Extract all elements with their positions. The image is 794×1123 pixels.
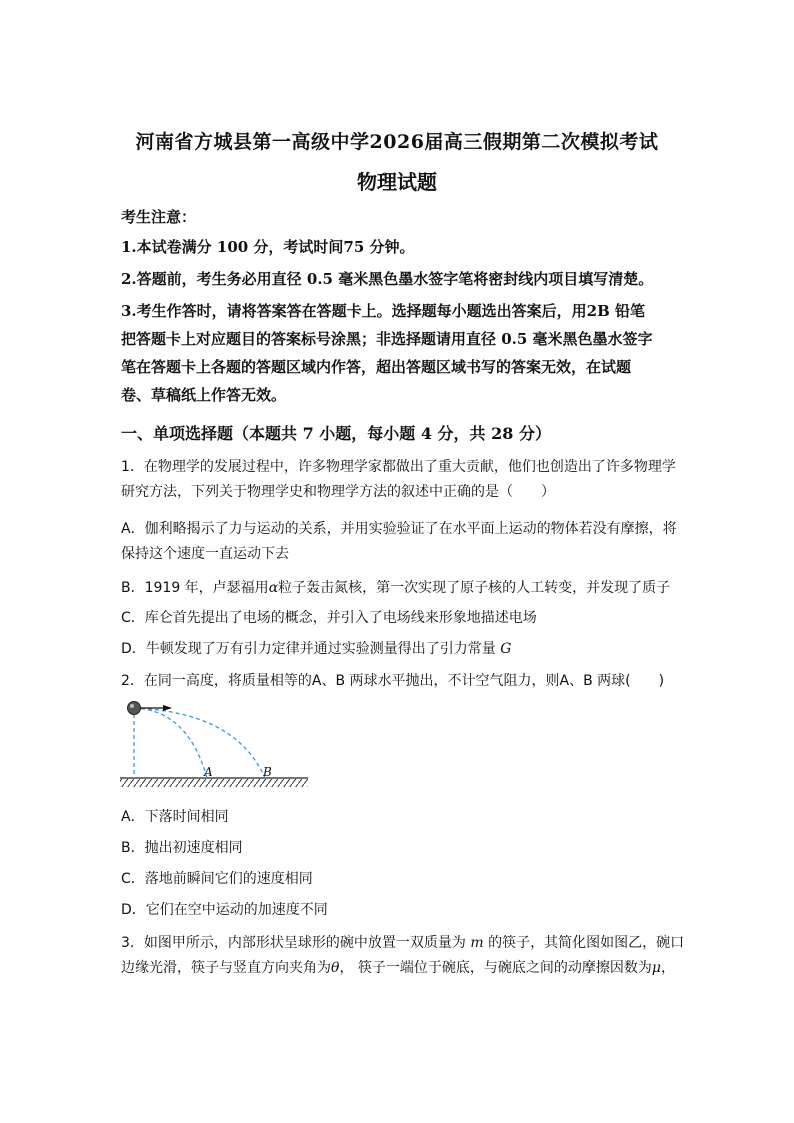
notice-item-3: 3.考生作答时，请将答案答在答题卡上。选择题每小题选出答案后，用2B 铅笔 [121,302,645,320]
mu-symbol: μ [651,960,661,976]
ground-hatching [120,779,308,787]
notice-item-3-cont-2: 笔在答题卡上各题的答题区域内作答，超出答题区域书写的答案无效，在试题 [121,358,632,376]
q2-stem: 2．在同一高度，将质量相等的A、B 两球水平抛出，不计空气阻力，则A、B 两球( ) [121,673,665,689]
theta-symbol: θ [331,960,340,976]
exam-subtitle: 物理试题 [357,170,437,194]
gravitational-constant-symbol: G [500,641,512,657]
q1-option-a-line-1: A．伽利略揭示了力与运动的关系，并用实验验证了在水平面上运动的物体若没有摩擦，将 [121,521,677,537]
projectile-figure [118,696,318,792]
alpha-symbol: α [268,580,279,596]
notice-item-3-cont-1: 把答题卡上对应题目的答案标号涂黑；非选择题请用直径 0.5 毫米黑色墨水签字 [121,330,653,348]
q3-stem-line-1: 3．如图甲所示，内部形状呈球形的碗中放置一双质量为 m 的筷子，其简化图如图乙，碗口 [121,935,685,951]
landing-label-a: A [204,765,213,779]
q2-option-b: B．抛出初速度相同 [121,840,243,856]
exam-title: 河南省方城县第一高级中学2026届高三假期第二次模拟考试 [135,131,659,153]
notice-heading: 考生注意： [121,208,197,226]
q1-option-a-line-2: 保持这个速度一直运动下去 [121,546,289,562]
ball-icon [128,702,141,715]
notice-item-1: 1.本试卷满分 100 分，考试时间75 分钟。 [121,238,415,256]
trajectory-b [134,708,265,778]
section-heading: 一、单项选择题（本题共 7 小题，每小题 4 分，共 28 分） [121,424,551,443]
q1-option-c: C．库仑首先提出了电场的概念，并引入了电场线来形象地描述电场 [121,610,537,626]
q2-option-d: D．它们在空中运动的加速度不同 [121,902,328,918]
q2-option-c: C．落地前瞬间它们的速度相同 [121,871,313,887]
notice-item-2: 2.答题前，考生务必用直径 0.5 毫米黑色墨水签字笔将密封线内项目填写清楚。 [121,270,654,288]
q1-stem-line-1: 1．在物理学的发展过程中，许多物理学家都做出了重大贡献，他们也创造出了许多物理学 [121,459,676,475]
arrow-head-icon [163,705,172,711]
q1-option-b: B．1919 年，卢瑟福用α粒子轰击氮核，第一次实现了原子核的人工转变，并发现了质子 [121,580,671,596]
ball-highlight [130,704,134,708]
landing-label-b: B [263,765,272,779]
q1-option-d: D．牛顿发现了万有引力定律并通过实验测量得出了引力常量 G [121,641,512,657]
q2-option-a: A．下落时间相同 [121,809,229,825]
mass-symbol: m [470,935,484,951]
notice-item-3-cont-3: 卷、草稿纸上作答无效。 [121,386,287,404]
q1-stem-line-2: 研究方法，下列关于物理学史和物理学方法的叙述中正确的是（ ） [121,484,555,500]
q3-stem-line-2: 边缘光滑，筷子与竖直方向夹角为θ， 筷子一端位于碗底，与碗底之间的动摩擦因数为μ， [121,960,675,976]
